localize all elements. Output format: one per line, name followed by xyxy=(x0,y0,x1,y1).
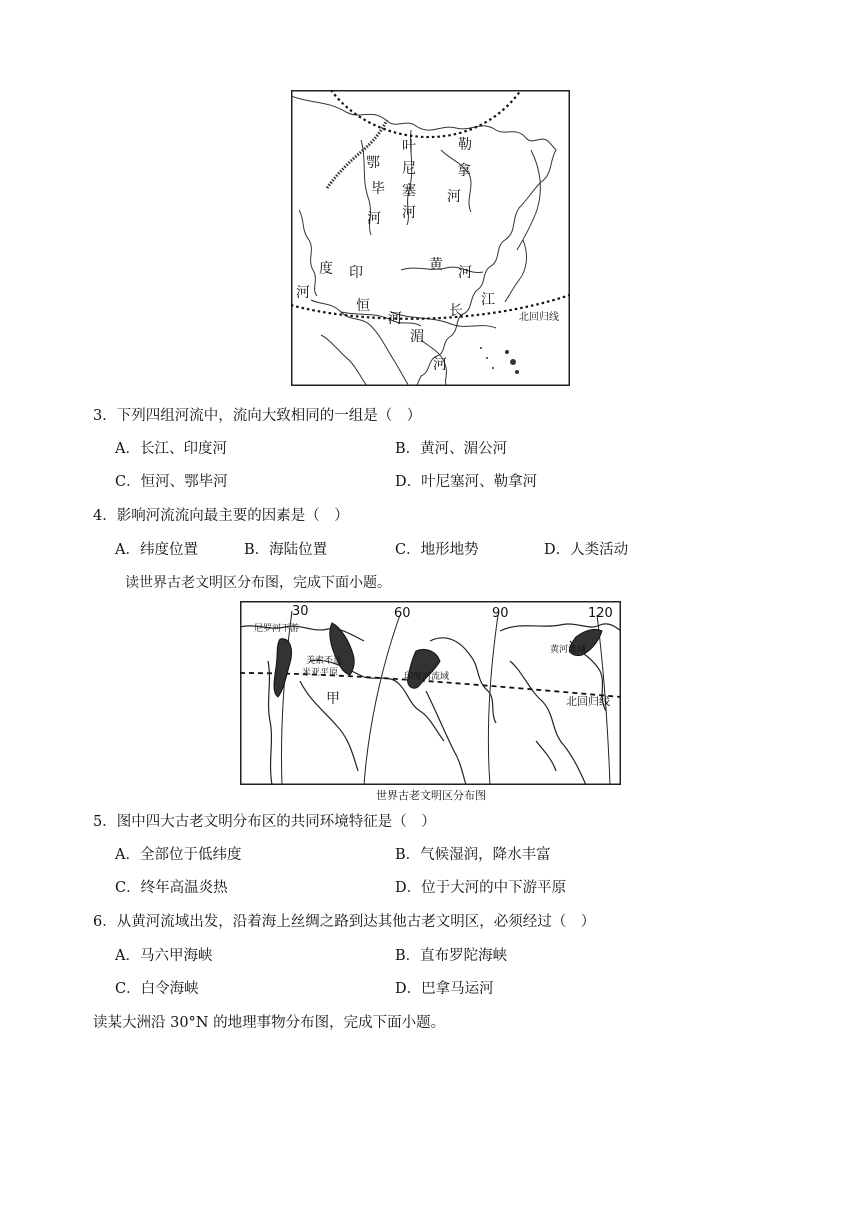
map2-longitude-60: 60 xyxy=(394,606,411,621)
asia-rivers-map-svg xyxy=(291,90,570,386)
question-5-option-b[interactable]: B．气候湿润，降水丰富 xyxy=(395,847,551,863)
map1-label-he6: 河 xyxy=(388,311,402,327)
map1-label-le: 勒 xyxy=(458,137,472,153)
map1-label-na: 拿 xyxy=(457,163,471,179)
map1-label-du: 度 xyxy=(319,261,333,277)
question-4-option-b[interactable]: B．海陆位置 xyxy=(244,542,328,558)
question-3-stem: 3．下列四组河流中，流向大致相同的一组是（ ） xyxy=(93,408,422,424)
map1-label-he3: 河 xyxy=(447,189,461,205)
question-3-option-a[interactable]: A．长江、印度河 xyxy=(115,441,227,457)
map1-label-he2: 河 xyxy=(367,211,381,227)
map1-label-he4: 河 xyxy=(458,265,472,281)
question-6-option-a[interactable]: A．马六甲海峡 xyxy=(115,948,213,964)
map1-label-huang: 黄 xyxy=(429,257,443,273)
outro-next-section: 读某大洲沿 30°N 的地理事物分布图，完成下面小题。 xyxy=(93,1015,446,1031)
map1-label-chang: 长 xyxy=(449,303,463,319)
map2-region-indus: 印度河流域 xyxy=(404,672,450,682)
map2-label-jia: 甲 xyxy=(326,691,340,707)
map2-region-yellow: 黄河流域 xyxy=(550,645,587,655)
map1-label-ni: 尼 xyxy=(402,161,416,177)
question-4-stem: 4．影响河流流向最主要的因素是（ ） xyxy=(93,508,349,524)
map2-caption: 世界古老文明区分布图 xyxy=(376,789,486,802)
map2-longitude-30: 30 xyxy=(292,604,309,619)
map1-label-heng: 恒 xyxy=(356,298,370,314)
map1-label-sai: 塞 xyxy=(402,183,416,199)
map1-label-he7: 河 xyxy=(433,357,447,373)
map1-label-tropic: 北回归线 xyxy=(519,312,559,323)
question-6-option-b[interactable]: B．直布罗陀海峡 xyxy=(395,948,508,964)
map2-label-tropic: 北回归线 xyxy=(566,695,610,708)
map2-region-meso-2: 米亚平原 xyxy=(302,668,339,678)
question-3-option-b[interactable]: B．黄河、湄公河 xyxy=(395,441,508,457)
question-4-option-d[interactable]: D．人类活动 xyxy=(544,542,629,558)
map1-label-jiang: 江 xyxy=(481,292,495,308)
map1-label-bi: 毕 xyxy=(371,181,385,197)
map1-label-e: 鄂 xyxy=(366,155,380,171)
question-5-stem: 5．图中四大古老文明分布区的共同环境特征是（ ） xyxy=(93,814,436,830)
map2-region-meso-1: 美索不达 xyxy=(306,656,343,666)
map1-label-yin: 印 xyxy=(349,265,363,281)
question-6-option-c[interactable]: C．白令海峡 xyxy=(115,981,199,997)
map2-region-nile: 尼罗河下游 xyxy=(254,624,300,634)
map2-longitude-120: 120 xyxy=(588,606,613,621)
asia-rivers-map xyxy=(291,90,570,386)
ancient-civilizations-map-svg xyxy=(240,601,621,785)
question-3-option-c[interactable]: C．恒河、鄂毕河 xyxy=(115,474,228,490)
map2-longitude-90: 90 xyxy=(492,606,509,621)
question-5-option-a[interactable]: A．全部位于低纬度 xyxy=(115,847,242,863)
map1-label-ye: 叶 xyxy=(402,139,416,155)
question-4-option-a[interactable]: A．纬度位置 xyxy=(115,542,198,558)
question-6-stem: 6．从黄河流域出发，沿着海上丝绸之路到达其他古老文明区，必须经过（ ） xyxy=(93,914,596,930)
question-4-option-c[interactable]: C．地形地势 xyxy=(395,542,479,558)
intro-map2: 读世界古老文明区分布图，完成下面小题。 xyxy=(125,575,391,591)
question-3-option-d[interactable]: D．叶尼塞河、勒拿河 xyxy=(395,474,538,490)
question-5-option-c[interactable]: C．终年高温炎热 xyxy=(115,880,228,896)
question-5-option-d[interactable]: D．位于大河的中下游平原 xyxy=(395,880,567,896)
map1-label-he1: 河 xyxy=(402,205,416,221)
ancient-civilizations-map xyxy=(240,601,621,785)
question-6-option-d[interactable]: D．巴拿马运河 xyxy=(395,981,494,997)
map1-label-mei: 湄 xyxy=(410,329,424,345)
map1-label-he5: 河 xyxy=(296,285,310,301)
